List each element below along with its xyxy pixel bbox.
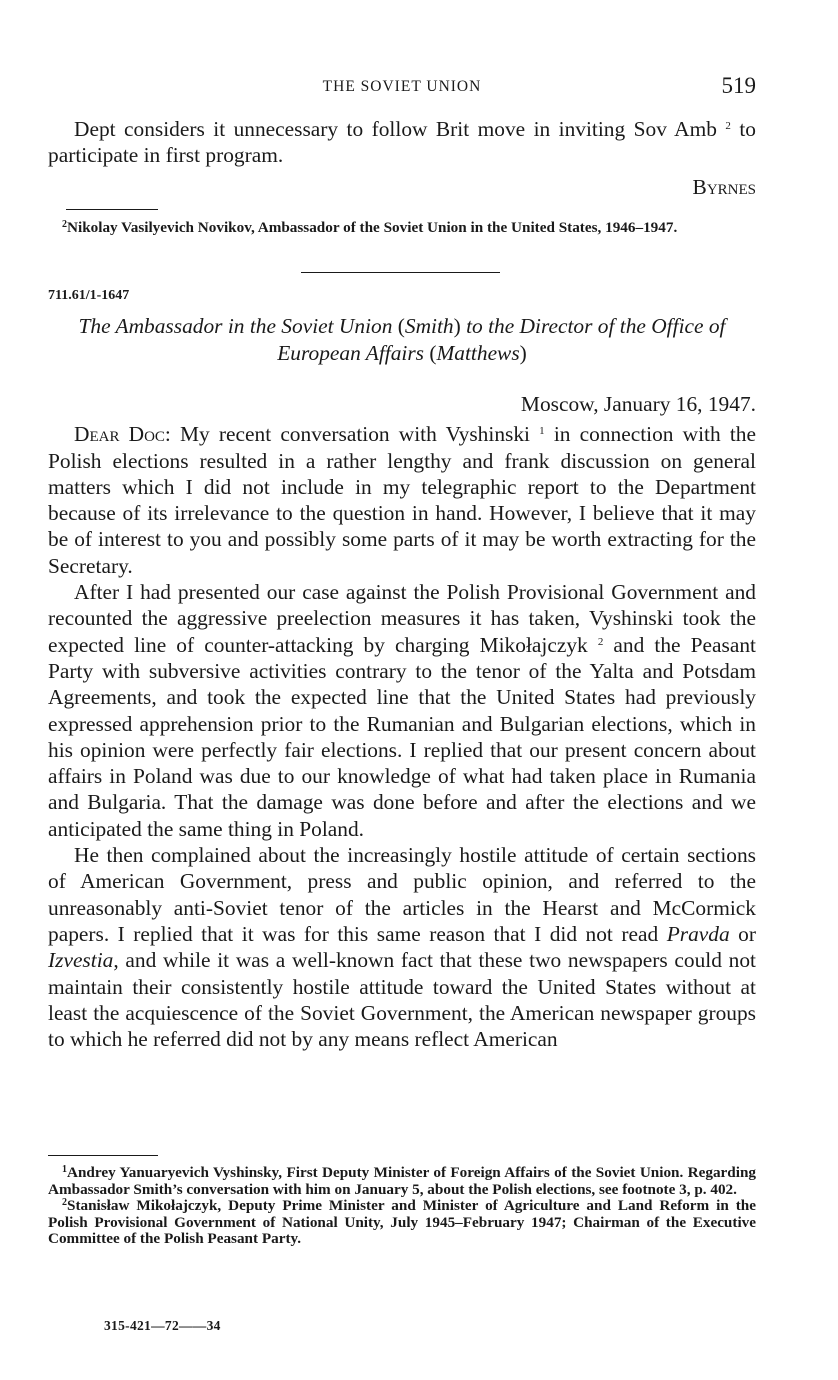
title-run: (	[397, 314, 405, 338]
text-run: He then complained about the increasingly hostile attitude of certain sections of American Government, press and public opinion, and referred to the unreasonably anti-Soviet tenor of the articles in the Hearst and McCormick papers. I replied that it was for this same reason that I did not read	[48, 843, 756, 946]
footnote-block-bottom	[48, 1165, 756, 1248]
title-run: to the Director of the Office of European Affairs	[277, 314, 726, 365]
document-body	[48, 391, 756, 1052]
document-heading	[48, 288, 756, 367]
previous-document-end	[48, 116, 756, 200]
title-run: )	[453, 314, 461, 338]
page-number: 519	[721, 73, 756, 98]
footnote-rule	[48, 1155, 158, 1156]
footnote-text: Andrey Yanuaryevich Vyshinsky, First Deputy Minister of Foreign Affairs of the Soviet Union. Regarding Ambassador Smith’s conversation with him on January 5, about the Polish elections, see footnote 3, p. 402.	[48, 1164, 756, 1198]
title-run: Smith	[404, 314, 454, 338]
newspaper-title: Pravda	[666, 921, 730, 946]
text-run: to participate in first program.	[48, 117, 756, 168]
dateline: Moscow, January 16, 1947.	[520, 392, 756, 416]
running-head	[48, 75, 756, 101]
footnote-ref: 2	[597, 635, 604, 648]
text-run: Dept considers it unnecessary to follow Brit move in inviting Sov Amb	[74, 117, 726, 141]
body-paragraph	[48, 579, 756, 842]
footnote-ref: 2	[725, 120, 731, 132]
printer-line: 315-421—72——34	[104, 1318, 221, 1333]
document-title	[48, 313, 756, 367]
newspaper-title: Izvestia	[48, 948, 114, 973]
footnote-rule	[66, 209, 158, 210]
title-run: The Ambassador in the Soviet Union	[78, 314, 398, 338]
text-run: After I had presented our case against the Polish Provisional Government and recounted the aggressive preelection measures it has taken, Vyshinski took the expected line of counter-attacking by charging Mikołajczyk	[48, 580, 756, 657]
signature: Byrnes	[692, 174, 756, 199]
body-paragraph	[48, 116, 756, 169]
body-paragraph	[48, 421, 756, 579]
footnote-text: Stanisław Mikołajczyk, Deputy Prime Minister and Minister of Agriculture and Land Reform in the Polish Provisional Government of National Unity, July 1945–February 1947; Chairman of the Executive Committee of the Polish Peasant Party.	[48, 1197, 756, 1247]
text-run: , and while it was a well-known fact that these two newspapers could not maintain their consistently hostile attitude toward the United States without at least the acquiescence of the Soviet Government, the American newspaper groups to which he referred did not by any means reflect American	[48, 948, 756, 1052]
footnote-number: 2	[62, 219, 67, 230]
salutation: Dear Doc	[74, 422, 165, 447]
body-paragraph	[48, 842, 756, 1052]
footnote-number: 1	[62, 1164, 67, 1175]
title-run: Matthews	[436, 341, 520, 365]
section-divider	[301, 272, 500, 273]
footnote	[48, 1165, 756, 1198]
text-run: in connection with the Polish elections resulted in a rather lengthy and frank discussion on general matters which I did not include in my telegraphic report to the Department because of its irrelevance to the question in hand. However, I believe that it may be of interest to you and possibly some parts of it may be worth extracting for the Secretary.	[48, 422, 756, 578]
footnote-text: Nikolay Vasilyevich Novikov, Ambassador of the Soviet Union in the United States, 1946–1947.	[67, 219, 678, 236]
footnote-number: 2	[62, 1197, 67, 1208]
footnote-block-top	[48, 220, 756, 237]
title-run: (	[429, 341, 437, 365]
footnote	[48, 220, 756, 237]
text-run: and the Peasant Party with subversive activities contrary to the tenor of the Yalta and Potsdam Agreements, and took the expected line that the United States had previously expressed apprehension prior to the Rumanian and Bulgarian elections, which in his opinion were perfectly fair elections. I replied that our present concern about affairs in Poland was due to our knowledge of what had taken place in Rumania and Bulgaria. That the damage was done before and after the elections and we anticipated the same thing in Poland.	[48, 632, 756, 841]
document-id: 711.61/1-1647	[48, 288, 130, 303]
footnote	[48, 1198, 756, 1248]
title-run: )	[519, 341, 527, 365]
footnote-ref: 1	[539, 425, 545, 438]
text-run: : My recent conversation with Vyshinski	[164, 422, 540, 447]
text-run: or	[729, 921, 756, 946]
running-title: THE SOVIET UNION	[322, 78, 482, 95]
